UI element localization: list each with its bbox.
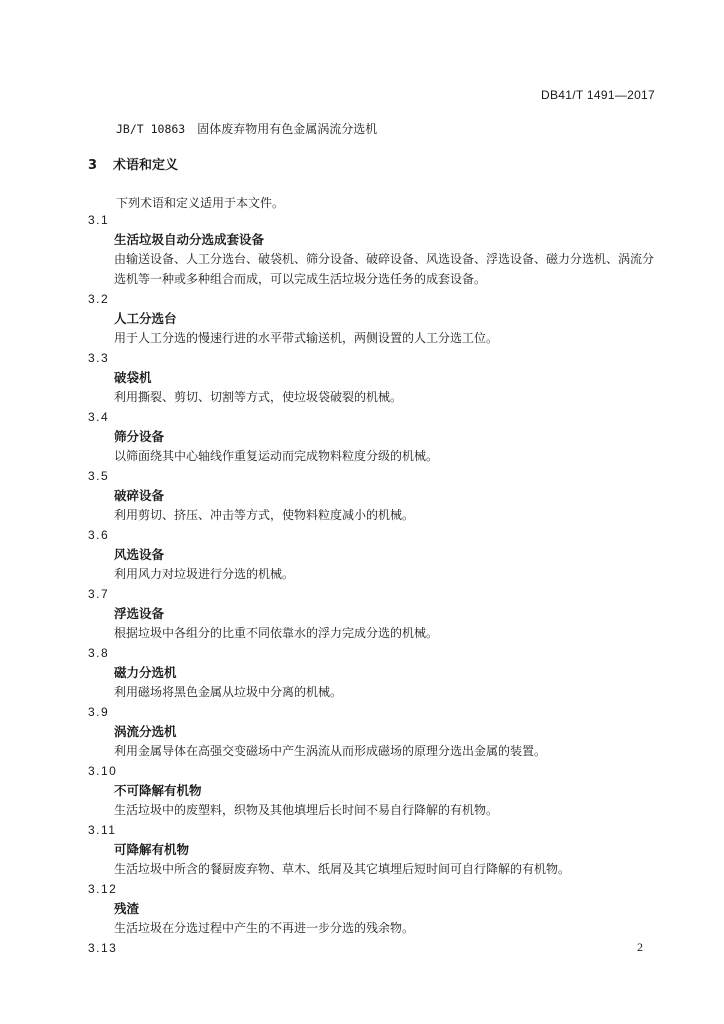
term-number: 3.9 [88, 705, 110, 719]
term-name: 残渣 [114, 901, 140, 916]
term-name: 破碎设备 [114, 488, 165, 503]
section-number: 3 [88, 158, 98, 173]
term-name: 筛分设备 [114, 429, 165, 444]
term-definition: 以筛面绕其中心轴线作重复运动而完成物料粒度分级的机械。 [114, 449, 439, 463]
term-number: 3.10 [88, 764, 118, 778]
term-number: 3.5 [88, 469, 110, 483]
term-entry [88, 702, 658, 761]
reference-standard-number: JB/T 10863 [116, 122, 186, 136]
term-name: 不可降解有机物 [114, 783, 202, 798]
term-definition: 利用磁场将黑色金属从垃圾中分离的机械。 [114, 685, 343, 699]
term-definition: 用于人工分选的慢速行进的水平带式输送机，两侧设置的人工分选工位。 [114, 331, 499, 345]
term-number: 3.1 [88, 213, 110, 227]
term-entry [88, 466, 658, 525]
page-number: 2 [637, 940, 643, 954]
term-name: 可降解有机物 [114, 842, 190, 857]
term-number: 3.2 [88, 292, 110, 306]
term-entry [88, 879, 658, 938]
term-number: 3.13 [88, 941, 118, 955]
term-definition: 生活垃圾中所含的餐厨废弃物、草木、纸屑及其它填埋后短时间可自行降解的有机物。 [114, 862, 571, 876]
term-definition: 由输送设备、人工分选台、破袋机、筛分设备、破碎设备、风选设备、浮选设备、磁力分选机、涡流分选机等一种或多种组合而成，可以完成生活垃圾分选任务的成套设备。 [114, 252, 655, 286]
term-number: 3.12 [88, 882, 118, 896]
section-title: 术语和定义 [113, 158, 179, 173]
term-name: 风选设备 [114, 547, 165, 562]
term-number: 3.8 [88, 646, 110, 660]
term-definition: 生活垃圾中的废塑料，织物及其他填埋后长时间不易自行降解的有机物。 [114, 803, 499, 817]
term-name: 磁力分选机 [114, 665, 177, 680]
term-name: 破袋机 [114, 370, 152, 385]
term-definition: 利用剪切、挤压、冲击等方式，使物料粒度减小的机械。 [114, 508, 415, 522]
term-entry [88, 525, 658, 584]
term-name: 人工分选台 [114, 311, 177, 326]
term-name: 生活垃圾自动分选成套设备 [114, 232, 265, 247]
term-entry [88, 761, 658, 820]
term-entry [88, 938, 658, 958]
term-definition: 利用金属导体在高强交变磁场中产生涡流从而形成磁场的原理分选出金属的装置。 [114, 744, 547, 758]
reference-standard-title: 固体废弃物用有色金属涡流分选机 [197, 122, 378, 136]
normative-reference [116, 120, 377, 137]
intro-paragraph: 下列术语和定义适用于本文件。 [116, 196, 285, 210]
term-definition: 生活垃圾在分选过程中产生的不再进一步分选的残余物。 [114, 921, 415, 935]
term-entry [88, 407, 658, 466]
term-entry [88, 643, 658, 702]
term-definition: 根据垃圾中各组分的比重不同依靠水的浮力完成分选的机械。 [114, 626, 439, 640]
term-entry [88, 820, 658, 879]
terms-list [88, 210, 658, 958]
term-entry [88, 289, 658, 348]
term-definition: 利用风力对垃圾进行分选的机械。 [114, 567, 295, 581]
term-entry [88, 348, 658, 407]
term-entry [88, 584, 658, 643]
term-entry [88, 210, 658, 289]
term-number: 3.11 [88, 823, 117, 837]
term-number: 3.4 [88, 410, 110, 424]
term-number: 3.6 [88, 528, 110, 542]
term-number: 3.3 [88, 351, 110, 365]
term-number: 3.7 [88, 587, 110, 601]
term-definition: 利用撕裂、剪切、切割等方式，使垃圾袋破裂的机械。 [114, 390, 403, 404]
term-name: 浮选设备 [114, 606, 165, 621]
term-name: 涡流分选机 [114, 724, 177, 739]
section-heading [88, 154, 178, 173]
document-code: DB41/T 1491—2017 [541, 88, 655, 102]
